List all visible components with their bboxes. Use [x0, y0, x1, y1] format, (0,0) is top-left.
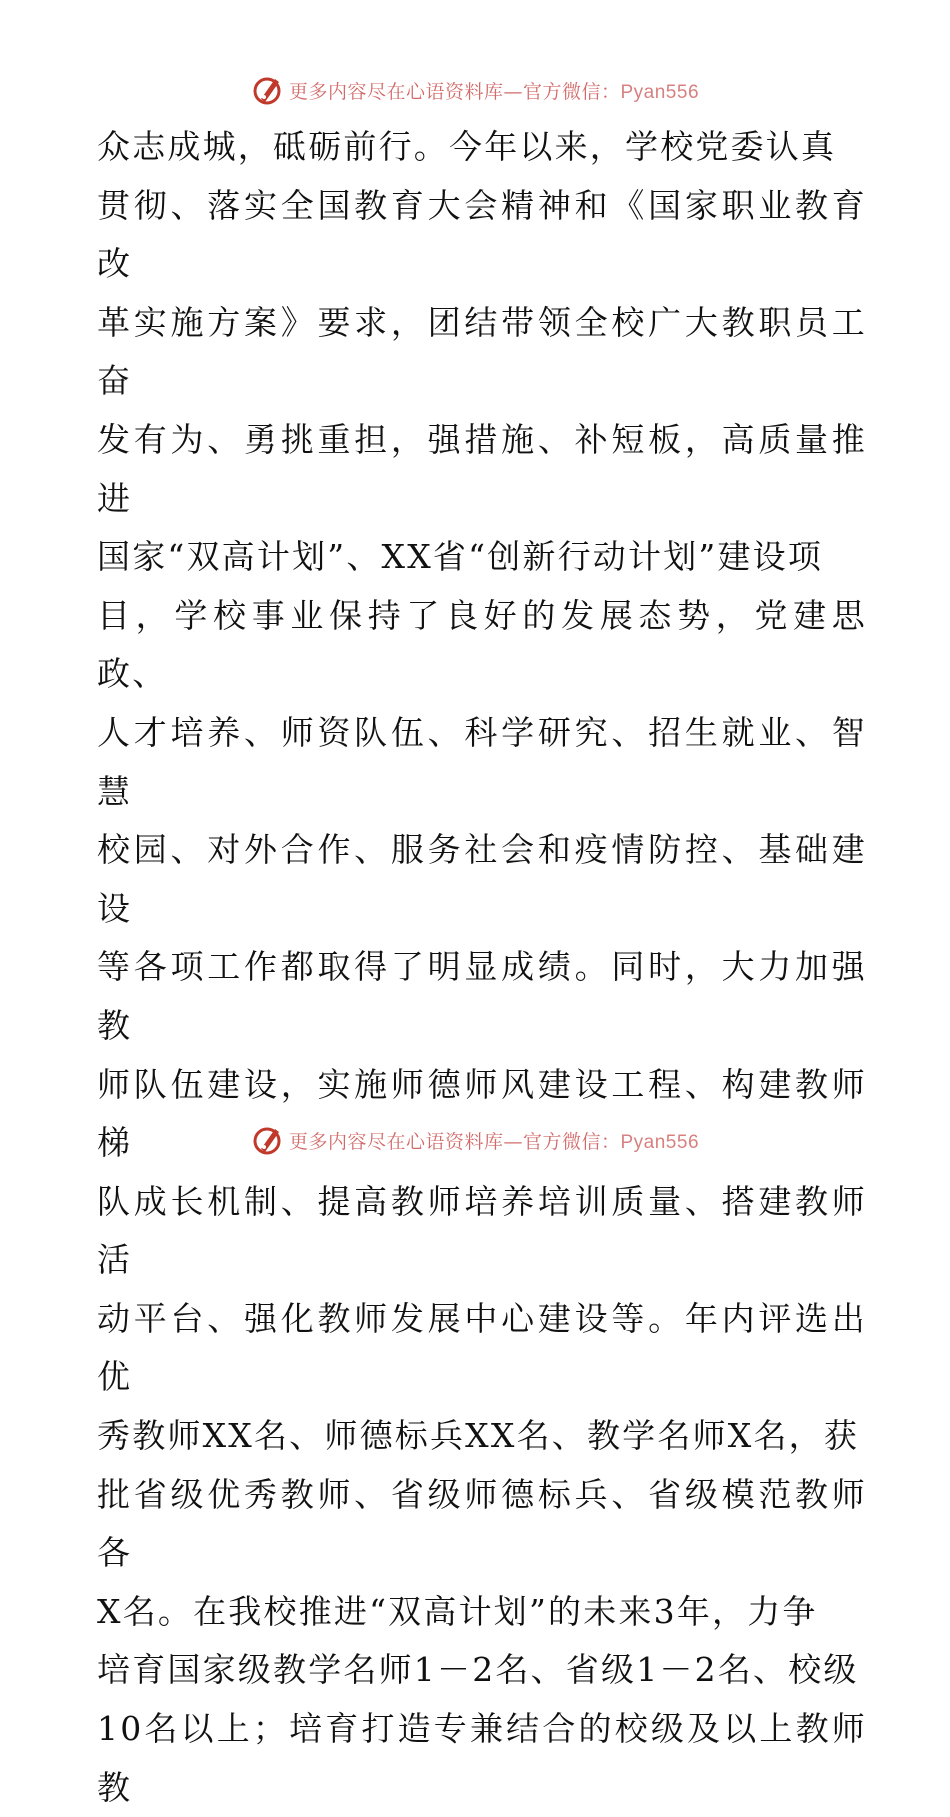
- text-line: 师队伍建设，实施师德师风建设工程、构建教师梯: [97, 1064, 867, 1163]
- text-line: 培育国家级教学名师1－2名、省级1－2名、校级: [97, 1650, 859, 1690]
- text-line: 10名以上；培育打造专兼结合的校级及以上教师教: [97, 1709, 867, 1807]
- watermark-text: 更多内容尽在心语资料库—官方微信：Pyan556: [288, 80, 700, 103]
- text-line: 队成长机制、提高教师培养培训质量、搭建教师活: [97, 1181, 867, 1280]
- wechat-id: Pyan556: [620, 81, 700, 103]
- text-line: 众志成城，砥砺前行。今年以来，学校党委认真: [97, 127, 837, 166]
- text-line: 人才培养、师资队伍、科学研究、招生就业、智慧: [97, 712, 867, 811]
- text-line: 批省级优秀教师、省级师德标兵、省级模范教师各: [97, 1474, 867, 1573]
- pen-nib-circle-icon: [251, 73, 285, 107]
- header-watermark-banner: [0, 70, 950, 110]
- text-line: 等各项工作都取得了明显成绩。同时，大力加强教: [97, 947, 867, 1045]
- footer-watermark-banner: [0, 1120, 950, 1160]
- text-line: 秀教师XX名、师德标兵XX名、教学名师X名，获: [97, 1416, 860, 1456]
- watermark-text: 更多内容尽在心语资料库—官方微信：Pyan556: [288, 1130, 700, 1153]
- text-line: X名。在我校推进“双高计划”的未来3年，力争: [97, 1591, 818, 1631]
- wechat-id: Pyan556: [620, 1131, 700, 1153]
- text-line: 目，学校事业保持了良好的发展态势，党建思政、: [97, 595, 867, 694]
- text-line: 贯彻、落实全国教育大会精神和《国家职业教育改: [97, 185, 867, 284]
- pen-nib-circle-icon: [251, 1123, 285, 1157]
- document-body-paragraph: [97, 118, 867, 1817]
- text-line: 革实施方案》要求，团结带领全校广大教职员工奋: [97, 302, 867, 401]
- text-line: 发有为、勇挑重担，强措施、补短板，高质量推进: [97, 419, 867, 518]
- text-line: 国家“双高计划”、XX省“创新行动计划”建设项: [97, 537, 824, 577]
- text-line: 动平台、强化教师发展中心建设等。年内评选出优: [97, 1298, 867, 1397]
- text-line: 校园、对外合作、服务社会和疫情防控、基础建设: [97, 830, 867, 928]
